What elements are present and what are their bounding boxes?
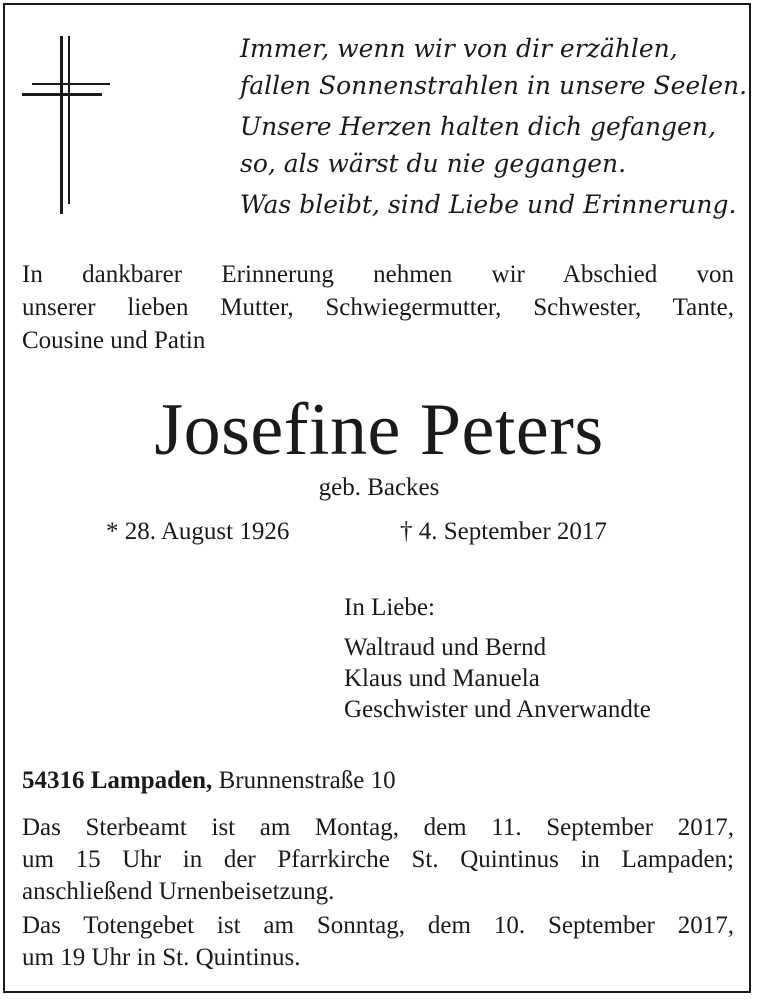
notice-line: Das Sterbeamt ist am Montag, dem 11. September 2017, [22,814,734,841]
intro-line: unserer lieben Mutter, Schwiegermutter, Schwester, Tante, [22,294,734,321]
birth-name: geb. Backes [318,474,440,501]
death-date: † 4. September 2017 [400,518,607,545]
poem-line: fallen Sonnenstrahlen in unsere Seelen. [240,71,748,100]
deceased-name: Josefine Peters [154,389,604,471]
intro-text [22,258,734,357]
cross-icon [22,36,112,216]
poem-line: Immer, wenn wir von dir erzählen, [240,34,678,63]
notice-line: Das Totengebet ist am Sonntag, dem 10. September 2017, [22,912,734,939]
notice-line: um 15 Uhr in der Pfarrkirche St. Quintinus in Lampaden; [22,846,734,873]
poem-stanza [240,30,748,104]
family-member: Geschwister und Anverwandte [344,696,651,723]
funeral-mass-notice [22,812,734,908]
intro-line: In dankbarer Erinnerung nehmen wir Abschied von [22,261,734,288]
poem-line: Unsere Herzen halten dich gefangen, [240,112,716,141]
address [22,765,396,797]
poem-line: Was bleibt, sind Liebe und Erinnerung. [240,190,737,219]
intro-line: Cousine und Patin [22,327,206,354]
address-place: 54316 Lampaden, [22,767,213,794]
family-member: Waltraud und Bernd [344,634,547,661]
family-signatures [344,592,744,725]
notice-line: um 19 Uhr in St. Quintinus. [22,944,301,971]
poem-stanza [240,108,740,182]
address-street: Brunnenstraße 10 [218,767,396,794]
family-member: Klaus und Manuela [344,665,540,692]
poem-stanza [240,186,740,223]
family-heading: In Liebe: [344,594,435,621]
poem [240,30,748,227]
birth-date: * 28. August 1926 [106,518,290,545]
notice-line: anschließend Urnenbeisetzung. [22,878,335,905]
poem-line: so, als wärst du nie gegangen. [240,149,627,178]
prayer-notice [22,910,734,974]
